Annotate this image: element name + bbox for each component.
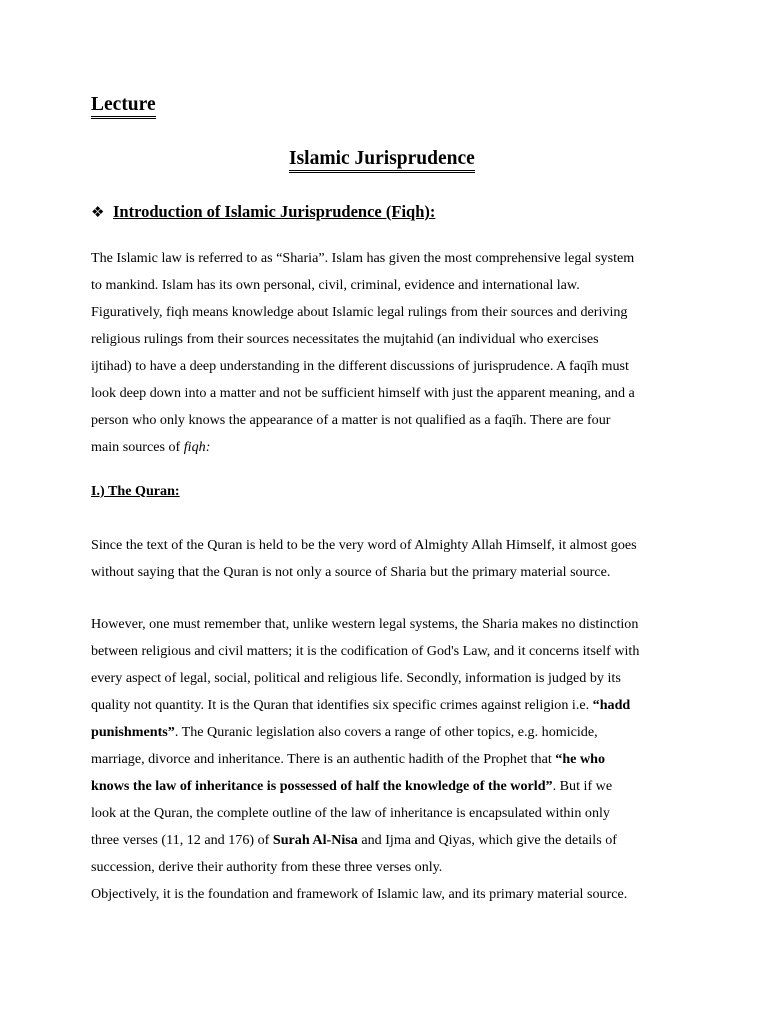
paragraph-line [91,434,687,461]
paragraph-line: to mankind. Islam has its own personal, civil, criminal, evidence and international law. [91,277,580,293]
line-text: and Ijma and Qiyas, which give the details of [357,832,617,848]
paragraph-line [91,719,687,746]
line-text: three verses (11, 12 and 176) of [91,832,273,848]
paragraph-line: succession, derive their authority from these three verses only. [91,859,443,875]
bold-phrase: “he who [555,751,606,767]
paragraph-line: The Islamic law is referred to as “Sharia”. Islam has given the most comprehensive legal system [91,250,635,266]
paragraph-line: between religious and civil matters; it is the codification of God's Law, and it concerns itself with [91,643,640,659]
bold-phrase: Surah Al-Nisa [272,832,358,848]
bold-phrase: punishments” [91,724,175,740]
paragraph-line: person who only knows the appearance of a matter is not qualified as a faqīh. There are four [91,412,611,428]
paragraph-line: However, one must remember that, unlike western legal systems, the Sharia makes no distinction [91,616,639,632]
paragraph-line [91,773,687,800]
bold-phrase: knows the law of inheritance is possessed of half the knowledge of the world” [91,778,553,794]
paragraph-line: look deep down into a matter and not be sufficient himself with just the apparent meaning, and a [91,385,635,401]
paragraph-line: Since the text of the Quran is held to be the very word of Almighty Allah Himself, it almost goes [91,537,637,553]
lecture-heading: Lecture [91,94,156,119]
paragraph-line [91,692,687,719]
quran-paragraph-1 [91,532,687,586]
fiqh-term: fiqh: [183,439,211,455]
line-text: main sources of [91,439,184,455]
paragraph-line: ijtihad) to have a deep understanding in the different discussions of jurisprudence. A faqīh must [91,358,629,374]
paragraph-line: Objectively, it is the foundation and framework of Islamic law, and its primary material source. [91,886,628,902]
line-text: . But if we [552,778,613,794]
line-text: . The Quranic legislation also covers a range of other topics, e.g. homicide, [174,724,598,740]
quran-paragraph-2 [91,611,687,908]
paragraph-line [91,746,687,773]
paragraph-line: every aspect of legal, social, political and religious life. Secondly, information is judged by its [91,670,621,686]
bold-phrase: “hadd [592,697,631,713]
diamond-bullet-icon: ❖ [91,203,105,221]
line-text: marriage, divorce and inheritance. There is an authentic hadith of the Prophet that [91,751,556,767]
paragraph-line: look at the Quran, the complete outline of the law of inheritance is encapsulated within only [91,805,610,821]
section-heading-text: Introduction of Islamic Jurisprudence (Fiqh): [113,202,436,221]
paragraph-line: religious rulings from their sources necessitates the mujtahid (an individual who exercises [91,331,599,347]
paragraph-line: without saying that the Quran is not only a source of Sharia but the primary material source. [91,564,611,580]
paragraph-line: Figuratively, fiqh means knowledge about Islamic legal rulings from their sources and deriving [91,304,628,320]
quran-heading: I.) The Quran: [91,483,180,499]
section-heading [91,202,435,222]
intro-paragraph [91,245,687,461]
paragraph-line [91,827,687,854]
line-text: quality not quantity. It is the Quran that identifies six specific crimes against religion i.e. [91,697,593,713]
document-title: Islamic Jurisprudence [289,148,475,173]
